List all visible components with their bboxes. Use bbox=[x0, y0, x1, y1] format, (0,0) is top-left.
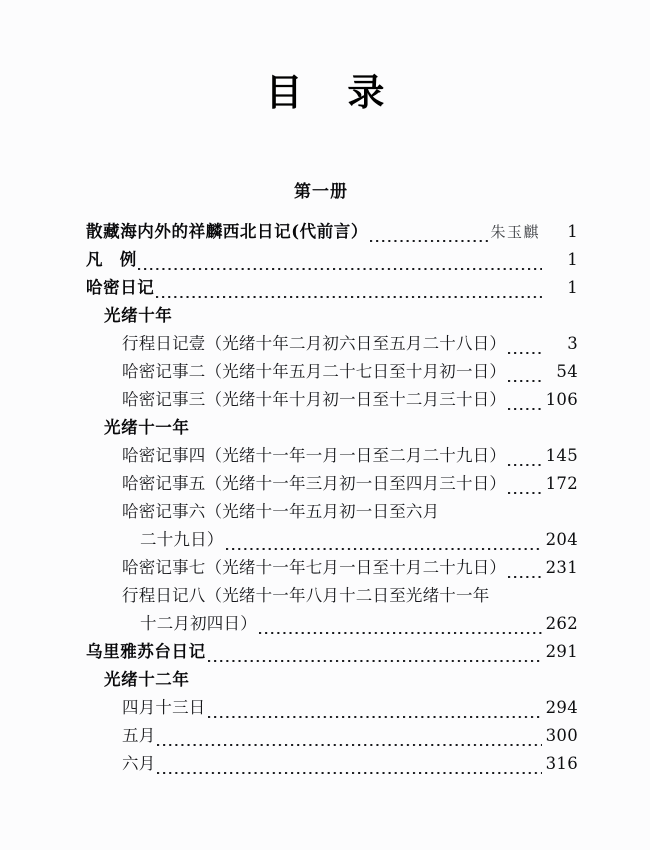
page-number: 1 bbox=[567, 250, 578, 269]
toc-entry-label: 光绪十二年 bbox=[104, 670, 190, 689]
toc-row[interactable] bbox=[86, 554, 578, 582]
toc-row[interactable] bbox=[86, 470, 578, 498]
toc-entry-label: 哈密日记 bbox=[86, 278, 155, 297]
dot-leader bbox=[508, 482, 542, 498]
toc-row[interactable] bbox=[86, 414, 578, 442]
toc-row[interactable] bbox=[86, 274, 578, 302]
toc-row[interactable] bbox=[86, 330, 578, 358]
dot-leader bbox=[491, 594, 542, 610]
dot-leader bbox=[157, 762, 542, 778]
dot-leader bbox=[157, 734, 542, 750]
toc-entry-label: 光绪十一年 bbox=[104, 418, 190, 437]
page-number: 106 bbox=[545, 390, 578, 409]
dot-leader bbox=[508, 370, 542, 386]
toc-entry-label: 五月 bbox=[122, 726, 156, 745]
dot-leader bbox=[192, 426, 543, 442]
page-number: 1 bbox=[567, 278, 578, 297]
page-number: 294 bbox=[545, 698, 578, 717]
toc-row[interactable] bbox=[86, 638, 578, 666]
toc-row[interactable] bbox=[86, 582, 578, 610]
toc-entry-label bbox=[86, 246, 136, 270]
dot-leader bbox=[370, 230, 488, 246]
toc-entry-label: 行程日记八（光绪十一年八月十二日至光绪十一年 bbox=[122, 586, 490, 605]
toc-row[interactable] bbox=[86, 246, 578, 274]
page-title: 目 录 bbox=[265, 70, 401, 114]
toc-entry-label: 哈密记事三（光绪十年十月初一日至十二月三十日） bbox=[122, 390, 507, 409]
dot-leader bbox=[508, 454, 542, 470]
dot-leader bbox=[192, 678, 543, 694]
dot-leader bbox=[174, 314, 542, 330]
toc-row[interactable] bbox=[86, 526, 578, 554]
toc-row[interactable] bbox=[86, 442, 578, 470]
toc-entry-label: 哈密记事五（光绪十一年三月初一日至四月三十日） bbox=[122, 474, 507, 493]
toc-row[interactable] bbox=[86, 386, 578, 414]
toc-entry-label: 哈密记事七（光绪十一年七月一日至十月二十九日） bbox=[122, 558, 507, 577]
page-number: 3 bbox=[567, 334, 578, 353]
page-number: 316 bbox=[545, 754, 578, 773]
toc-entry-label: 哈密记事四（光绪十一年一月一日至二月二十九日） bbox=[122, 446, 507, 465]
page-number: 204 bbox=[545, 530, 578, 549]
toc-row[interactable] bbox=[86, 498, 578, 526]
toc-entry-label-part2: 例 bbox=[119, 250, 137, 269]
author-credit: 朱玉麒 bbox=[490, 223, 540, 241]
dot-leader bbox=[208, 706, 543, 722]
toc-row[interactable] bbox=[86, 666, 578, 694]
toc-row[interactable] bbox=[86, 610, 578, 638]
page-number: 291 bbox=[545, 642, 578, 661]
dot-leader bbox=[508, 566, 542, 582]
toc-row[interactable] bbox=[86, 722, 578, 750]
page-number: 172 bbox=[545, 474, 578, 493]
toc-entry-label: 二十九日） bbox=[140, 530, 224, 549]
toc-entry-label: 四月十三日 bbox=[122, 698, 206, 717]
dot-leader bbox=[156, 286, 542, 302]
toc-entry-label: 六月 bbox=[122, 754, 156, 773]
page-number: 1 bbox=[567, 222, 578, 241]
toc-row[interactable] bbox=[86, 694, 578, 722]
toc-row[interactable] bbox=[86, 358, 578, 386]
dot-leader bbox=[226, 538, 543, 554]
toc-entry-label: 行程日记壹（光绪十年二月初六日至五月二十八日） bbox=[122, 334, 507, 353]
dot-leader bbox=[508, 398, 542, 414]
page-number: 54 bbox=[556, 362, 578, 381]
dot-leader bbox=[441, 510, 542, 526]
toc-row[interactable] bbox=[86, 302, 578, 330]
toc-entry-label: 散藏海内外的祥麟西北日记(代前言） bbox=[86, 222, 369, 241]
toc-entry-label-part1: 凡 bbox=[86, 250, 103, 269]
page-number: 145 bbox=[545, 446, 578, 465]
toc-entry-label: 哈密记事二（光绪十年五月二十七日至十月初一日） bbox=[122, 362, 507, 381]
page-number: 300 bbox=[545, 726, 578, 745]
toc-entry-label: 十二月初四日） bbox=[140, 614, 257, 633]
page-number: 231 bbox=[545, 558, 578, 577]
dot-leader bbox=[138, 258, 542, 274]
dot-leader bbox=[259, 622, 542, 638]
table-of-contents bbox=[86, 218, 578, 778]
toc-entry-label: 哈密记事六（光绪十一年五月初一日至六月 bbox=[122, 502, 440, 521]
page-number: 262 bbox=[545, 614, 578, 633]
toc-entry-label: 光绪十年 bbox=[104, 306, 173, 325]
volume-heading: 第一册 bbox=[294, 182, 348, 202]
dot-leader bbox=[208, 650, 542, 666]
toc-entry-label: 乌里雅苏台日记 bbox=[86, 642, 206, 661]
toc-row[interactable] bbox=[86, 750, 578, 778]
dot-leader bbox=[508, 342, 542, 358]
toc-row[interactable] bbox=[86, 218, 578, 246]
